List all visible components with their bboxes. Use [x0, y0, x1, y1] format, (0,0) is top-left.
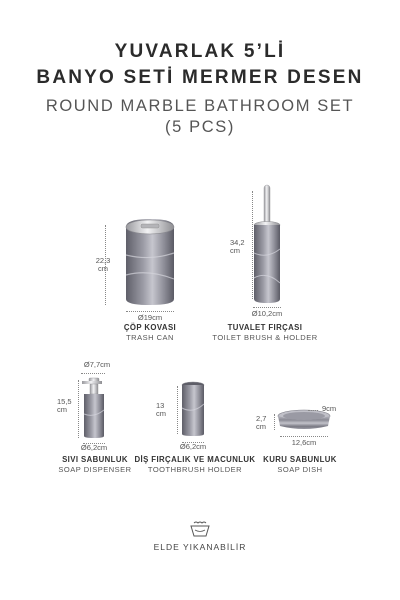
title-en-line2: (5 PCS)	[165, 118, 235, 136]
soap-dish-label-en: SOAP DISH	[277, 465, 323, 474]
toilet-brush-label-tr: TUVALET FIRÇASI	[227, 323, 303, 332]
soap-dispenser-label-tr: SIVI SABUNLUK	[62, 455, 128, 464]
soap-dispenser-label-en: SOAP DISPENSER	[58, 465, 132, 474]
trash-can-height: 22,3 cm	[95, 256, 111, 273]
title-tr-line1: YUVARLAK 5’Lİ	[114, 41, 286, 62]
title-tr-line2: BANYO SETİ MERMER DESEN	[36, 67, 364, 88]
trash-can-label-en: TRASH CAN	[126, 333, 174, 342]
toilet-brush-diameter: Ø10,2cm	[251, 309, 283, 318]
soap-dish-length: 12,6cm	[291, 438, 317, 447]
toilet-brush-image	[247, 183, 287, 305]
trash-can-label-tr: ÇÖP KOVASI	[123, 323, 177, 332]
soap-dispenser-section	[55, 358, 135, 453]
title-en-line1: ROUND MARBLE BATHROOM SET	[45, 97, 355, 115]
toothbrush-holder-height: 13 cm	[156, 401, 166, 418]
toilet-brush-section	[225, 183, 325, 323]
toothbrush-holder-image	[178, 380, 208, 438]
toilet-brush-height: 34,2 cm	[230, 238, 245, 255]
washing-basin-icon	[189, 520, 211, 538]
soap-dispenser-height: 15,5 cm	[57, 397, 72, 414]
footer-brand: ELDE YIKANABİLİR	[153, 542, 247, 552]
toothbrush-holder-label-en: TOOTHBRUSH HOLDER	[147, 465, 243, 474]
trash-can-image	[120, 215, 180, 307]
soap-dish-width: 9cm	[322, 404, 337, 413]
soap-dish-label-tr: KURU SABUNLUK	[263, 455, 337, 464]
soap-dispenser-top-diameter: Ø7,7cm	[83, 360, 111, 369]
toothbrush-holder-diameter: Ø6,2cm	[179, 442, 207, 451]
soap-dispenser-diameter: Ø6,2cm	[80, 443, 108, 452]
soap-dish-height: 2,7 cm	[256, 414, 267, 431]
toilet-brush-label-en: TOILET BRUSH & HOLDER	[212, 333, 318, 342]
soap-dish-section	[250, 400, 350, 455]
toothbrush-holder-section	[150, 380, 240, 455]
toothbrush-holder-label-tr: DİŞ FIRÇALIK VE MACUNLUK	[134, 455, 256, 464]
soap-dispenser-image	[79, 376, 109, 440]
trash-can-diameter: Ø19cm	[137, 313, 163, 322]
